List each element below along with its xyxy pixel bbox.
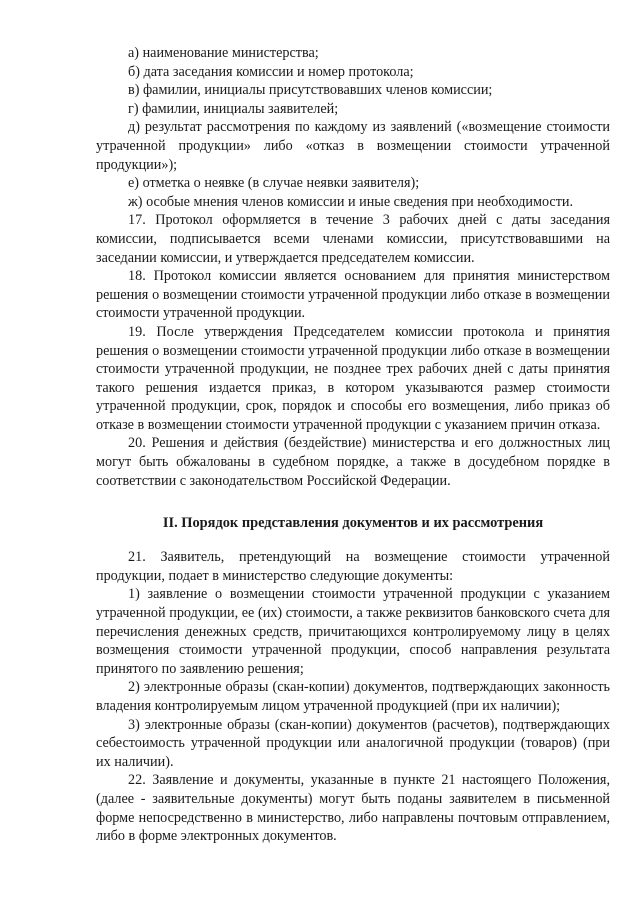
paragraph-21-item-2: 2) электронные образы (скан-копии) документов, подтверждающих законность владения контролируемым лицом утраченной продукцией (при их наличии);	[96, 679, 610, 714]
paragraph-21-item-3: 3) электронные образы (скан-копии) документов (расчетов), подтверждающих себестоимость утраченной продукции или аналогичной продукции (товаров) (при их наличии).	[96, 716, 610, 770]
paragraph-19: 19. После утверждения Председателем комиссии протокола и принятия решения о возмещении стоимости утраченной продукции либо отказе в возмещении стоимости утраченной продукции, не позднее трех рабочих дней с даты принятия такого решения издается приказ, в котором указываются размер стоимости утраченной продукции, срок, порядок и способы его возмещения, либо приказ об отказе в возмещении стоимости утраченной продукции с указанием причин отказа.	[96, 323, 610, 433]
list-item-zh: ж) особые мнения членов комиссии и иные сведения при необходимости.	[128, 193, 574, 210]
paragraph-17: 17. Протокол оформляется в течение 3 рабочих дней с даты заседания комиссии, подписывается всеми членами комиссии, присутствовавшими на заседании комиссии, и утверждается председателем комиссии.	[96, 212, 610, 266]
paragraph-21-item-1: 1) заявление о возмещении стоимости утраченной продукции с указанием утраченной продукции, ее (их) стоимости, а также реквизитов банковского счета для перечисления денежных средств, причитающихся контролируемому лицу в целях возмещения стоимости утраченной продукции, способ направления результата принятого по заявлению решения;	[96, 586, 610, 677]
paragraph-18: 18. Протокол комиссии является основанием для принятия министерством решения о возмещении стоимости утраченной продукции либо отказе в возмещении стоимости утраченной продукции.	[96, 268, 610, 322]
paragraph-20: 20. Решения и действия (бездействие) министерства и его должностных лиц могут быть обжалованы в судебном порядке, а также в досудебном порядке в соответствии с законодательством Российской Федерации.	[96, 435, 610, 489]
list-item-v: в) фамилии, инициалы присутствовавших членов комиссии;	[128, 82, 493, 99]
list-item-g: г) фамилии, инициалы заявителей;	[128, 100, 339, 117]
list-item-b: б) дата заседания комиссии и номер протокола;	[128, 63, 414, 80]
list-item-e: е) отметка о неявке (в случае неявки заявителя);	[128, 175, 420, 192]
paragraph-21: 21. Заявитель, претендующий на возмещение стоимости утраченной продукции, подает в министерство следующие документы:	[96, 549, 610, 584]
list-item-d: д) результат рассмотрения по каждому из заявлений («возмещение стоимости утраченной продукции» либо «отказ в возмещении стоимости утраченной продукции»);	[96, 119, 610, 173]
list-item-a: а) наименование министерства;	[128, 45, 319, 61]
section-heading: II. Порядок представления документов и их рассмотрения	[162, 515, 544, 532]
paragraph-22: 22. Заявление и документы, указанные в пункте 21 настоящего Положения, (далее - заявительные документы) могут быть поданы заявителем в письменной форме непосредственно в министерство, либо направлены почтовым отправлением, либо в форме электронных документов.	[96, 772, 610, 845]
